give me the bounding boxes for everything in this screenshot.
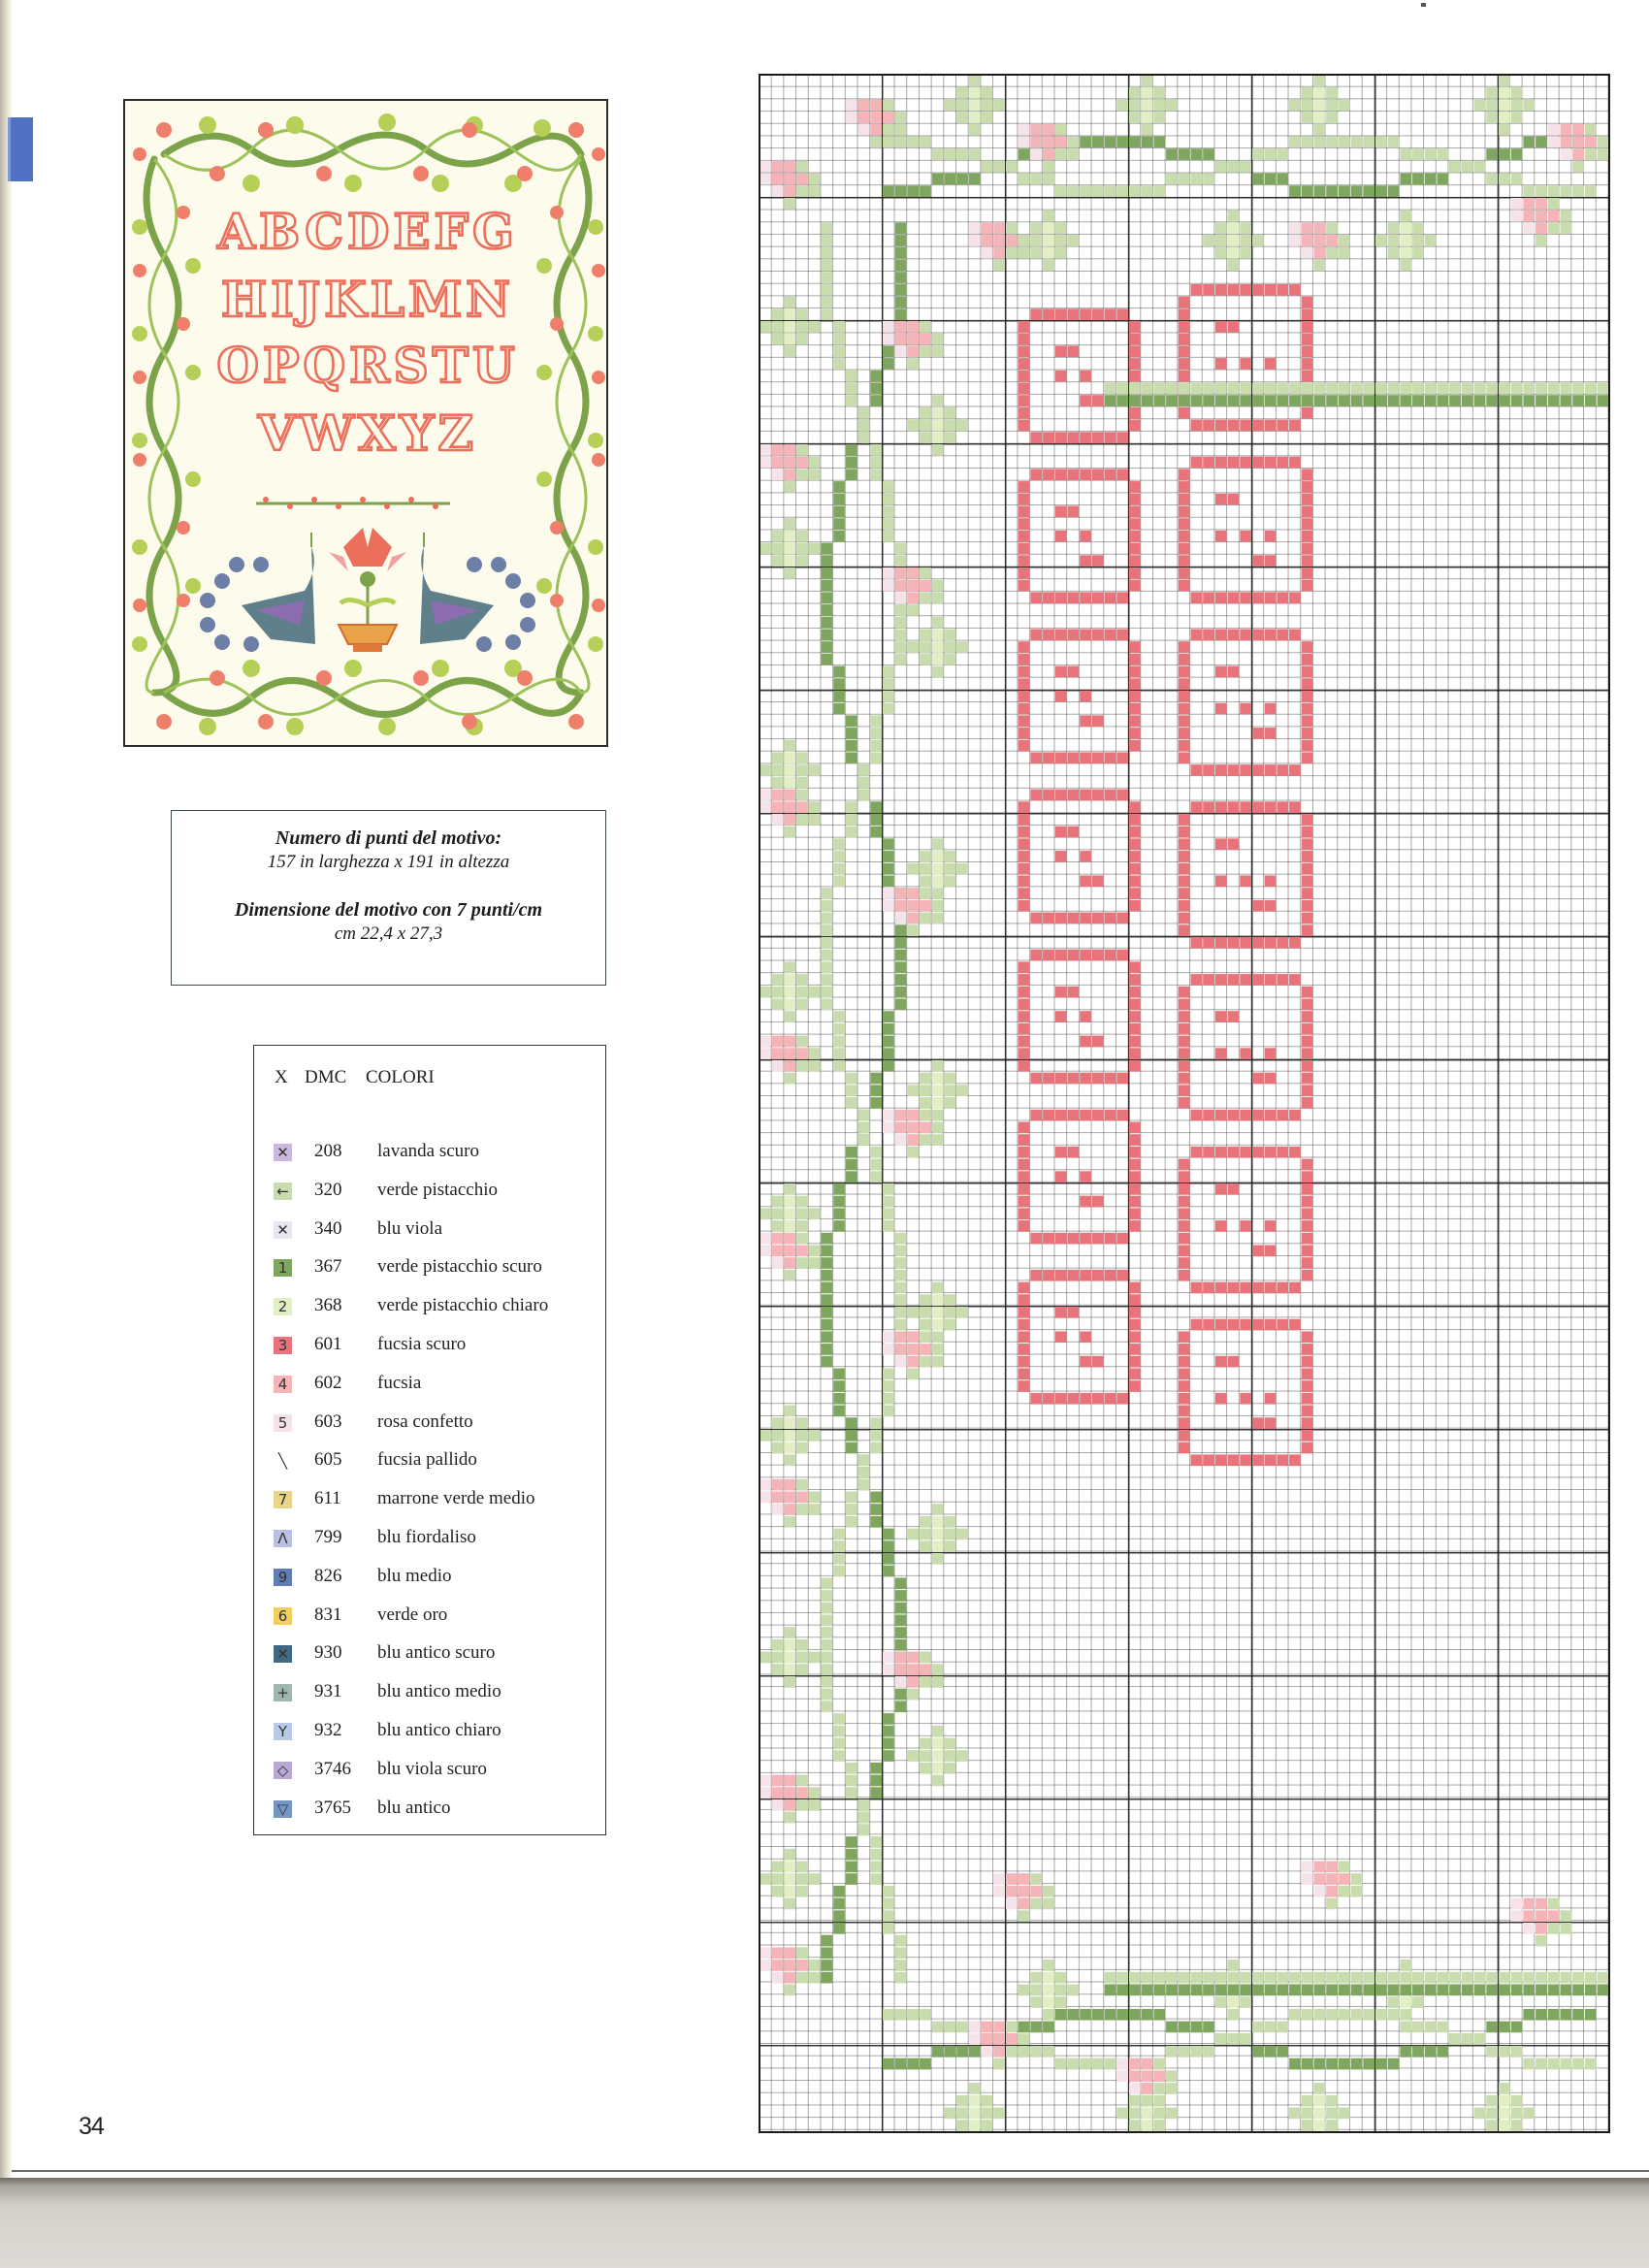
legend-color-name: blu antico scuro bbox=[377, 1642, 496, 1664]
legend-rows bbox=[254, 1141, 605, 1835]
legend-color-name: blu fiordaliso bbox=[377, 1526, 476, 1547]
legend-color-name: verde pistacchio bbox=[377, 1179, 498, 1200]
legend-header-colori: COLORI bbox=[366, 1067, 435, 1087]
legend-row bbox=[254, 1642, 605, 1681]
legend-color-name: blu medio bbox=[377, 1565, 452, 1586]
legend-dmc-code: 931 bbox=[314, 1681, 342, 1702]
legend-dmc-code: 601 bbox=[314, 1333, 342, 1354]
legend-header-dmc: DMC bbox=[305, 1067, 347, 1087]
legend-dmc-code: 340 bbox=[314, 1217, 342, 1239]
alphabet-row-3: OPQRSTU bbox=[216, 337, 519, 394]
legend-row bbox=[254, 1295, 605, 1334]
legend-color-name: blu viola scuro bbox=[377, 1758, 487, 1779]
motif-info-box bbox=[171, 810, 606, 986]
legend-color-name: fucsia pallido bbox=[377, 1449, 477, 1471]
legend-swatch-icon: 9 bbox=[274, 1569, 292, 1586]
legend-swatch-icon: 7 bbox=[274, 1491, 292, 1508]
page-bottom-edge bbox=[12, 2170, 1649, 2172]
alphabet-row-2: HIJKLMN bbox=[221, 271, 514, 328]
legend-color-name: blu viola bbox=[377, 1217, 443, 1239]
legend-swatch-icon: ╲ bbox=[274, 1452, 292, 1470]
legend-swatch-icon: ✕ bbox=[274, 1221, 292, 1239]
cross-stitch-chart-grid bbox=[759, 74, 1610, 2133]
legend-row bbox=[254, 1141, 605, 1180]
legend-swatch-icon: 1 bbox=[274, 1259, 292, 1277]
legend-swatch-icon: 5 bbox=[274, 1414, 292, 1432]
legend-row bbox=[254, 1373, 605, 1411]
legend-header-x: X bbox=[275, 1067, 288, 1087]
legend-dmc-code: 603 bbox=[314, 1410, 342, 1432]
legend-dmc-code: 208 bbox=[314, 1141, 342, 1161]
legend-row bbox=[254, 1681, 605, 1720]
legend-dmc-code: 320 bbox=[314, 1179, 342, 1200]
legend-color-name: verde pistacchio chiaro bbox=[377, 1295, 549, 1316]
stitch-count-title: Numero di punti del motivo: bbox=[275, 827, 502, 849]
legend-dmc-code: 3746 bbox=[314, 1758, 351, 1779]
legend-dmc-code: 367 bbox=[314, 1256, 342, 1278]
alphabet-row-4: VWXYZ bbox=[258, 405, 477, 462]
legend-row bbox=[254, 1411, 605, 1450]
color-legend bbox=[253, 1045, 606, 1835]
motif-size-title: Dimensione del motivo con 7 punti/cm bbox=[234, 899, 543, 921]
page-number: 34 bbox=[79, 2113, 104, 2140]
legend-color-name: fucsia scuro bbox=[377, 1333, 467, 1354]
legend-swatch-icon: 6 bbox=[274, 1607, 292, 1625]
legend-dmc-code: 826 bbox=[314, 1565, 342, 1586]
legend-swatch-icon: ▽ bbox=[274, 1800, 292, 1818]
legend-row bbox=[254, 1720, 605, 1759]
legend-dmc-code: 932 bbox=[314, 1719, 342, 1740]
legend-color-name: blu antico chiaro bbox=[377, 1719, 501, 1740]
legend-row bbox=[254, 1604, 605, 1643]
legend-color-name: blu antico medio bbox=[377, 1681, 501, 1702]
legend-swatch-icon: 4 bbox=[274, 1376, 292, 1393]
legend-swatch-icon: Λ bbox=[274, 1530, 292, 1547]
legend-color-name: lavanda scuro bbox=[377, 1141, 479, 1161]
peacock-left bbox=[200, 533, 315, 652]
legend-dmc-code: 605 bbox=[314, 1449, 342, 1471]
legend-row bbox=[254, 1759, 605, 1798]
legend-row bbox=[254, 1256, 605, 1295]
legend-row bbox=[254, 1218, 605, 1257]
legend-color-name: blu antico bbox=[377, 1797, 451, 1818]
legend-color-name: verde pistacchio scuro bbox=[377, 1256, 542, 1278]
flower-pot bbox=[329, 528, 406, 652]
legend-row bbox=[254, 1449, 605, 1488]
page-edge bbox=[0, 0, 12, 2178]
scanner-background bbox=[0, 2178, 1649, 2268]
legend-swatch-icon: ✕ bbox=[274, 1144, 292, 1161]
legend-row bbox=[254, 1566, 605, 1604]
legend-color-name: verde oro bbox=[377, 1604, 448, 1625]
legend-dmc-code: 799 bbox=[314, 1526, 342, 1547]
legend-row bbox=[254, 1180, 605, 1218]
sample-photo bbox=[123, 99, 608, 747]
legend-dmc-code: 3765 bbox=[314, 1797, 351, 1818]
legend-swatch-icon: ✕ bbox=[274, 1645, 292, 1663]
section-tab bbox=[8, 117, 33, 181]
legend-color-name: rosa confetto bbox=[377, 1410, 473, 1432]
legend-dmc-code: 368 bbox=[314, 1295, 342, 1316]
legend-dmc-code: 930 bbox=[314, 1642, 342, 1664]
scan-artifact bbox=[1421, 3, 1426, 7]
legend-row bbox=[254, 1488, 605, 1527]
legend-swatch-icon: 2 bbox=[274, 1298, 292, 1315]
legend-swatch-icon: Y bbox=[274, 1723, 292, 1740]
stitch-count-value: 157 in larghezza x 191 in altezza bbox=[267, 852, 510, 872]
legend-dmc-code: 611 bbox=[314, 1488, 341, 1509]
legend-swatch-icon: ← bbox=[274, 1183, 292, 1200]
legend-swatch-icon: 3 bbox=[274, 1337, 292, 1354]
legend-color-name: fucsia bbox=[377, 1372, 422, 1393]
peacock-right bbox=[420, 533, 535, 652]
motif-size-value: cm 22,4 x 27,3 bbox=[334, 923, 443, 944]
alphabet-row-1: ABCDEFG bbox=[217, 203, 518, 260]
legend-row bbox=[254, 1527, 605, 1566]
sample-illustration bbox=[125, 101, 608, 747]
legend-row bbox=[254, 1334, 605, 1373]
legend-row bbox=[254, 1798, 605, 1836]
legend-swatch-icon: ◇ bbox=[274, 1762, 292, 1779]
legend-swatch-icon: + bbox=[274, 1684, 292, 1701]
chart-stitches bbox=[759, 74, 1610, 2133]
legend-dmc-code: 602 bbox=[314, 1372, 342, 1393]
legend-dmc-code: 831 bbox=[314, 1604, 342, 1625]
legend-color-name: marrone verde medio bbox=[377, 1488, 535, 1509]
